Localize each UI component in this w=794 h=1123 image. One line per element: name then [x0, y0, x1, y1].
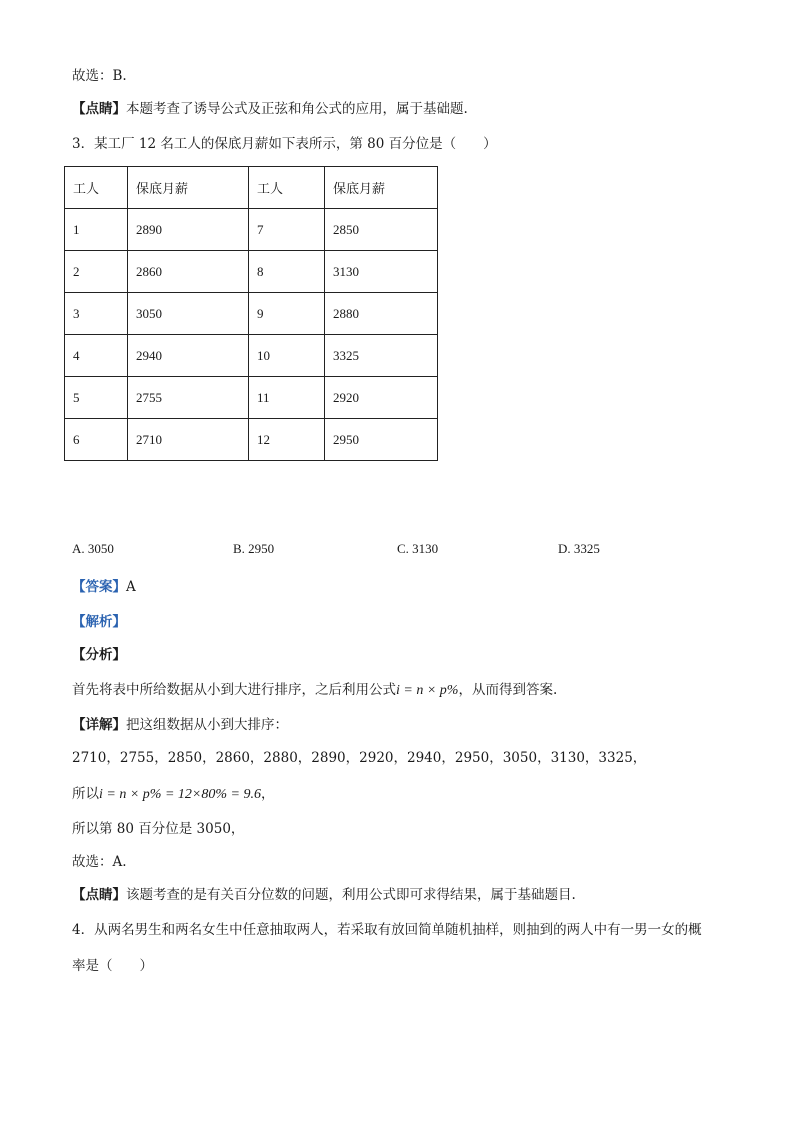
detail-tag: 【详解】 [72, 717, 126, 733]
table-cell: 9 [249, 293, 325, 335]
table-header-cell: 工人 [249, 167, 325, 209]
calc-line [72, 785, 274, 804]
table-row [65, 209, 438, 251]
table-cell: 3325 [325, 335, 438, 377]
table-row [65, 335, 438, 377]
table-row [65, 293, 438, 335]
table-cell: 2860 [128, 251, 249, 293]
q4-stem-line1: 4．从两名男生和两名女生中任意抽取两人，若采取有放回简单随机抽样，则抽到的两人中有一男一女的概 [72, 922, 702, 938]
table-cell: 6 [65, 419, 128, 461]
table-header-row [65, 167, 438, 209]
answer-line [72, 578, 136, 596]
table-cell: 2890 [128, 209, 249, 251]
sorted-data: 2710，2755，2850，2860，2880，2890，2920，2940，2950，3050，3130，3325， [72, 750, 647, 766]
comment-tag: 【点睛】 [72, 887, 126, 903]
calc-formula: i = n × p% = 12×80% = 9.6 [99, 787, 261, 802]
table-header-cell: 保底月薪 [325, 167, 438, 209]
fenxi-post: ，从而得到答案. [458, 682, 558, 698]
option-c: C. 3130 [397, 541, 439, 556]
analysis-label: 【解析】 [72, 614, 126, 630]
fenxi-text [72, 681, 557, 700]
answer-tag: 【答案】 [72, 579, 126, 595]
analysis-tag [72, 613, 126, 631]
table-cell: 2 [65, 251, 128, 293]
table-row [65, 419, 438, 461]
table-cell: 8 [249, 251, 325, 293]
prev-comment [72, 100, 468, 118]
fenxi-pre: 首先将表中所给数据从小到大进行排序，之后利用公式 [72, 682, 396, 698]
detail-text: 把这组数据从小到大排序： [126, 717, 288, 733]
table-cell: 2755 [128, 377, 249, 419]
table-cell: 3 [65, 293, 128, 335]
table-cell: 2880 [325, 293, 438, 335]
detail-line [72, 716, 288, 734]
prev-choice: 故选：B. [72, 68, 127, 84]
option-a: A. 3050 [72, 541, 114, 556]
table-header-cell: 保底月薪 [128, 167, 249, 209]
table-cell: 4 [65, 335, 128, 377]
comment-tag: 【点睛】 [72, 101, 126, 117]
table-cell: 5 [65, 377, 128, 419]
fenxi-tag: 【分析】 [72, 647, 126, 663]
fenxi-formula: i = n × p% [396, 683, 459, 698]
table-cell: 2710 [128, 419, 249, 461]
table-row [65, 251, 438, 293]
comment-text: 该题考查的是有关百分位数的问题，利用公式即可求得结果，属于基础题目. [126, 887, 576, 903]
answer-value: A [126, 579, 136, 595]
q3-comment [72, 886, 576, 904]
calc-post: ， [260, 786, 275, 802]
table-cell: 2940 [128, 335, 249, 377]
table-cell: 10 [249, 335, 325, 377]
table-cell: 3130 [325, 251, 438, 293]
table-row [65, 377, 438, 419]
salary-table [64, 166, 438, 461]
q3-choice: 故选：A. [72, 854, 127, 870]
calc-pre: 所以 [72, 786, 99, 802]
table-cell: 2920 [325, 377, 438, 419]
q3-stem: 3．某工厂 12 名工人的保底月薪如下表所示，第 80 百分位是（ ） [72, 136, 497, 152]
q4-stem-line2: 率是（ ） [72, 958, 153, 974]
table-cell: 12 [249, 419, 325, 461]
table-cell: 7 [249, 209, 325, 251]
table-cell: 2950 [325, 419, 438, 461]
option-d: D. 3325 [558, 541, 600, 556]
table-cell: 11 [249, 377, 325, 419]
table-cell: 2850 [325, 209, 438, 251]
comment-text: 本题考查了诱导公式及正弦和角公式的应用，属于基础题. [126, 101, 468, 117]
option-b: B. 2950 [233, 541, 275, 556]
table-cell: 1 [65, 209, 128, 251]
table-header-cell: 工人 [65, 167, 128, 209]
table-cell: 3050 [128, 293, 249, 335]
result-line: 所以第 80 百分位是 3050， [72, 821, 245, 837]
